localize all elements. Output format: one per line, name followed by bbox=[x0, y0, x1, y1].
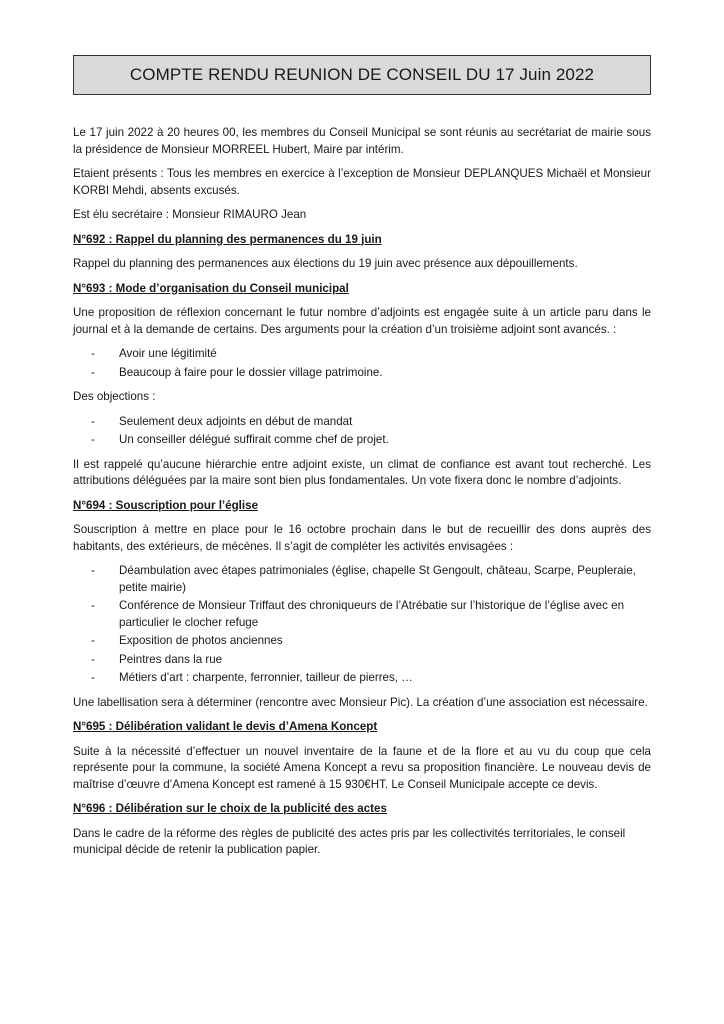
presents-paragraph: Etaient présents : Tous les membres en exercice à l’exception de Monsieur DEPLANQUES Michaël et Monsieur KORBI Mehdi, absents excusés. bbox=[73, 167, 651, 197]
list-item: - Beaucoup à faire pour le dossier village patrimoine. bbox=[73, 365, 651, 382]
list-item: - Conférence de Monsieur Triffaut des chroniqueurs de l’Atrébatie sur l’historique de l’église avec en particulier le clocher refuge bbox=[91, 599, 625, 629]
document-title-box bbox=[73, 55, 651, 95]
list-item: - Métiers d’art : charpente, ferronnier, tailleur de pierres, … bbox=[73, 670, 651, 687]
dash-bullet: - bbox=[91, 433, 95, 446]
section-692-title: N°692 : Rappel du planning des permanences du 19 juin bbox=[73, 232, 382, 246]
dash-bullet: - bbox=[91, 634, 95, 647]
section-696-title: N°696 : Délibération sur le choix de la publicité des actes bbox=[73, 802, 387, 815]
section-694-title: N°694 : Souscription pour l’église bbox=[73, 498, 259, 512]
list-item: - Déambulation avec étapes patrimoniales (église, chapelle St Gengoult, château, Scarpe, Peupleraie, petite mairie) bbox=[91, 564, 636, 594]
section-695-text: Suite à la nécessité d’effectuer un nouvel inventaire de la faune et de la flore et au vu du coup que cela représente pour la commune, la société Amena Koncept a revu sa proposition financière. Le nouveau devis de maîtrise d’œuvre d’Amena Koncept est ramené à 15 930€HT. Le Conseil Municipale accepte ce devis. bbox=[73, 744, 651, 791]
section-693-arguments-list bbox=[73, 346, 651, 381]
list-item: - Un conseiller délégué suffirait comme chef de projet. bbox=[73, 432, 651, 449]
section-694-text: Souscription à mettre en place pour le 16 octobre prochain dans le but de recueillir des dons auprès des habitants, des extérieurs, de mécènes. Il s’agit de compléter les activités envisagées : bbox=[73, 523, 651, 553]
intro-paragraph: Le 17 juin 2022 à 20 heures 00, les membres du Conseil Municipal se sont réunis au secrétariat de mairie sous la présidence de Monsieur MORREEL Hubert, Maire par intérim. bbox=[73, 126, 651, 156]
list-item: - Peintres dans la rue bbox=[73, 652, 651, 669]
section-694-conclusion: Une labellisation sera à déterminer (rencontre avec Monsieur Pic). La création d’une association est nécessaire. bbox=[73, 695, 648, 709]
section-693-objections-list bbox=[73, 414, 651, 449]
section-693-title: N°693 : Mode d’organisation du Conseil municipal bbox=[73, 281, 349, 295]
list-item: - Seulement deux adjoints en début de mandat bbox=[73, 414, 651, 431]
dash-bullet: - bbox=[91, 564, 95, 577]
section-696-text: Dans le cadre de la réforme des règles de publicité des actes pris par les collectivités territoriales, le conseil municipal décide de retenir la publication papier. bbox=[73, 826, 626, 856]
section-695-title: N°695 : Délibération validant le devis d’Amena Koncept bbox=[73, 720, 378, 733]
list-item: - Avoir une légitimité bbox=[73, 346, 651, 363]
list-item: - Exposition de photos anciennes bbox=[73, 633, 651, 650]
secretaire-paragraph: Est élu secrétaire : Monsieur RIMAURO Jean bbox=[73, 208, 307, 221]
section-692-text: Rappel du planning des permanences aux élections du 19 juin avec présence aux dépouillements. bbox=[73, 257, 578, 270]
objections-label: Des objections : bbox=[73, 390, 156, 403]
section-693-text: Une proposition de réflexion concernant le futur nombre d’adjoints est engagée suite à un article paru dans le journal et à la demande de certains. Des arguments pour la création d’un troisième adjoint sont avancés. : bbox=[73, 306, 651, 336]
dash-bullet: - bbox=[91, 414, 95, 428]
dash-bullet: - bbox=[91, 347, 95, 360]
dash-bullet: - bbox=[91, 652, 95, 666]
dash-bullet: - bbox=[91, 671, 95, 684]
document-body bbox=[73, 125, 651, 867]
dash-bullet: - bbox=[91, 599, 95, 612]
section-693-conclusion: Il est rappelé qu’aucune hiérarchie entre adjoint existe, un climat de confiance est avant tout recherché. Les attributions déléguées par la maire sont bien plus fondamentales. Un vote fixera donc le nombre d’adjoints. bbox=[73, 457, 651, 487]
dash-bullet: - bbox=[91, 365, 95, 379]
document-title: COMPTE RENDU REUNION DE CONSEIL DU 17 Juin 2022 bbox=[129, 65, 595, 84]
section-694-activities-list bbox=[73, 563, 651, 687]
